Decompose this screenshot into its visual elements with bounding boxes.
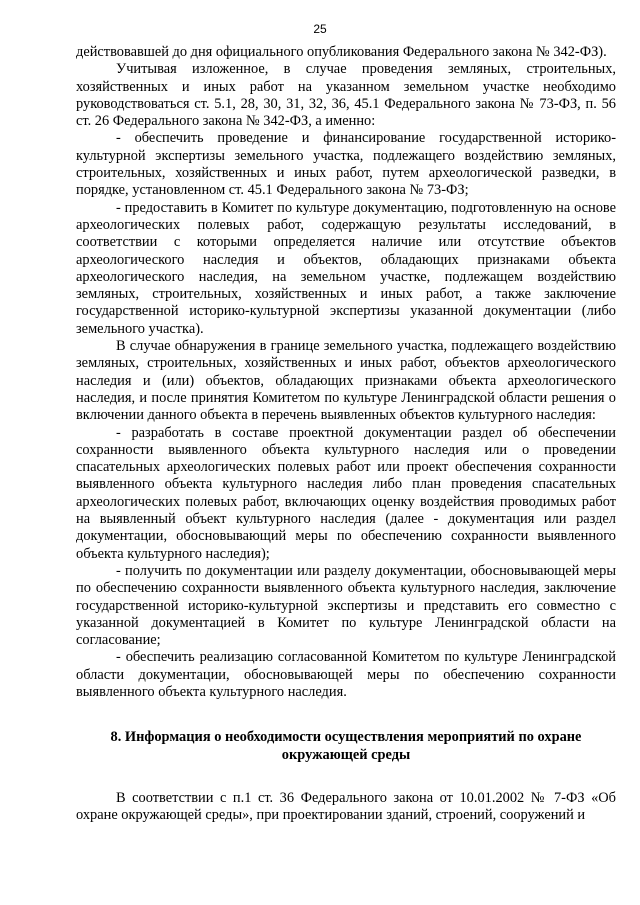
paragraph-discovery-case: В случае обнаружения в границе земельного участка, подлежащего воздействию земляных, строительных, хозяйственных и иных работ, объектов археологического наследия и (или) объектов, обладающих признаками объекта археологического наследия, и после принятия Комитетом по культуре Ленинградской области решения о включении данного объекта в перечень выявленных объектов культурного наследия: <box>76 338 616 424</box>
list-item-develop-section: - разработать в составе проектной документации раздел об обеспечении сохранности выявленного объекта культурного наследия или о проведении спасательных археологических полевых работ или проект обеспечения сохранности выявленного объекта культурного наследия либо план проведения спасательных археологических полевых работ, включающих оценку воздействия проводимых работ на выявленный объект культурного наследия (далее - документация или раздел документации, обосновывающий меры по обеспечению сохранности выявленного объекта культурного наследия); <box>76 424 616 562</box>
paragraph-continuation: действовавшей до дня официального опубликования Федерального закона № 342-ФЗ). <box>76 44 607 60</box>
document-body <box>76 44 616 824</box>
list-item-implement: - обеспечить реализацию согласованной Комитетом по культуре Ленинградской области документации, обосновывающей меры по обеспечению сохранности выявленного объекта культурного наследия. <box>76 649 616 700</box>
paragraph-intro: Учитывая изложенное, в случае проведения земляных, строительных, хозяйственных и иных работ на указанном земельном участке необходимо руководствоваться ст. 5.1, 28, 30, 31, 32, 36, 45.1 Федерального закона № 73-ФЗ, п. 56 ст. 26 Федерального закона № 342-ФЗ, а именно: <box>76 61 616 130</box>
list-item-obtain-expertise: - получить по документации или разделу документации, обосновывающей меры по обеспечению сохранности выявленного объекта культурного наследия, заключение государственной историко-культурной экспертизы и представить его совместно с указанной документацией в Комитет по культуре Ленинградской области на согласование; <box>76 562 616 649</box>
page-number: 25 <box>313 22 327 36</box>
list-item-expertise: - обеспечить проведение и финансирование государственной историко-культурной экспертизы земельного участка, подлежащего воздействию земляных, строительных, хозяйственных и иных работ, путем археологической разведки, в порядке, установленном ст. 45.1 Федерального закона № 73-ФЗ; <box>76 130 616 199</box>
paragraph-environment: В соответствии с п.1 ст. 36 Федерального закона от 10.01.2002 № 7-ФЗ «Об охране окружающей среды», при проектировании зданий, строений, сооружений и <box>76 789 616 824</box>
list-item-documentation: - предоставить в Комитет по культуре документацию, подготовленную на основе археологических полевых работ, содержащую результаты исследований, в соответствии с которыми определяется наличие или отсутствие объектов археологического наследия и объектов, обладающих признаками объекта археологического наследия, на земельном участке, подлежащем воздействию земляных, строительных, хозяйственных и иных работ, а также заключение государственной историко-культурной экспертизы указанной документации (либо земельного участка). <box>76 199 616 337</box>
section-heading: 8. Информация о необходимости осуществления мероприятий по охране окружающей среды <box>110 729 582 763</box>
